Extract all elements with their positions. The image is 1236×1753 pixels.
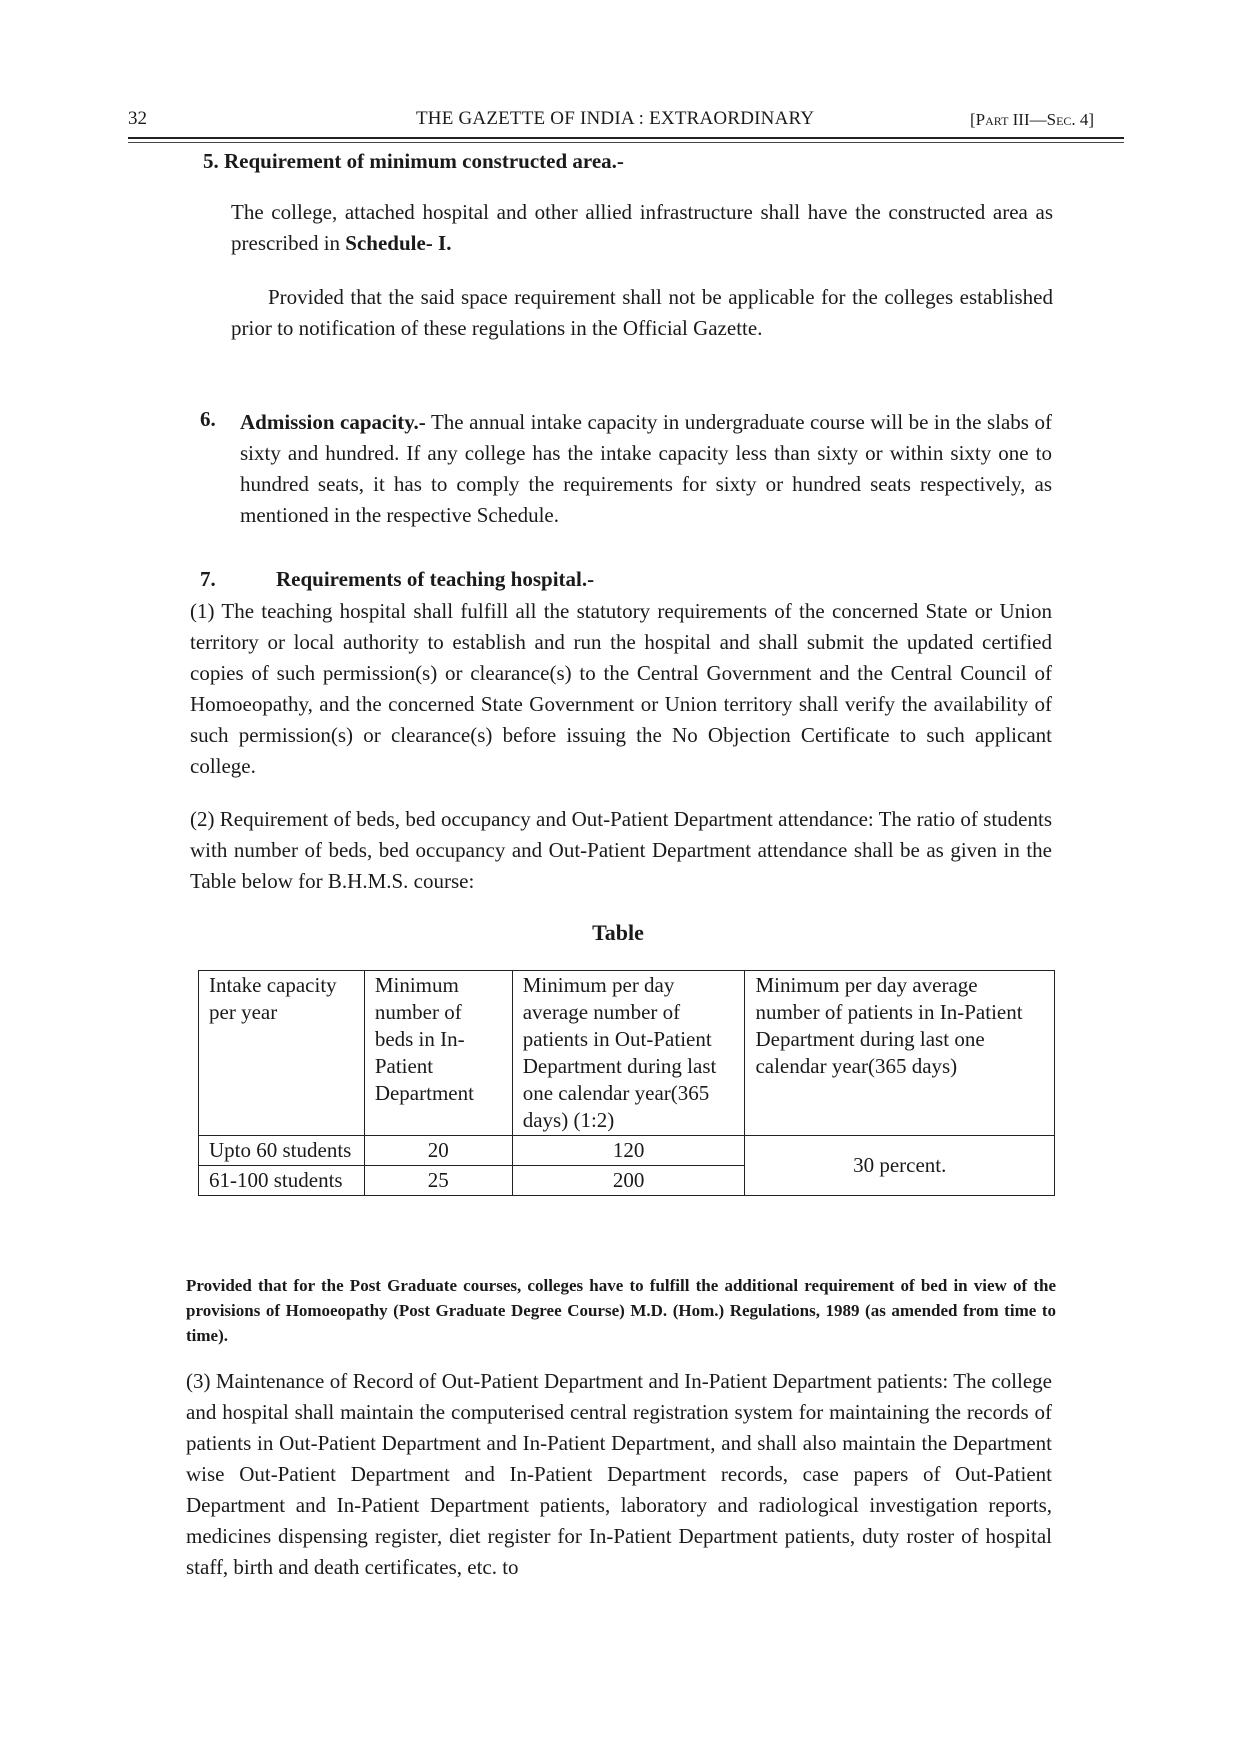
part-section-label: [Part III—Sec. 4]	[970, 110, 1095, 129]
header-ipd: Minimum per day average number of patients in In-Patient Department during last one calendar year(365 days)	[745, 971, 1055, 1136]
section-5-heading: 5. Requirement of minimum constructed area.-	[203, 149, 624, 173]
cell-ipd-merged: 30 percent.	[745, 1136, 1055, 1196]
section-7-heading: Requirements of teaching hospital.-	[276, 567, 595, 591]
header-intake: Intake capacity per year	[199, 971, 365, 1136]
header-rule-thin	[128, 142, 1124, 143]
header-rule	[128, 137, 1124, 139]
section-5-proviso: Provided that the said space requirement shall not be applicable for the colleges established prior to notification of these regulations in the Official Gazette.	[231, 285, 1053, 340]
section-5-paragraph	[231, 197, 1053, 259]
cell-beds: 25	[364, 1166, 512, 1196]
cell-opd: 120	[512, 1136, 745, 1166]
running-header	[0, 108, 1236, 138]
schedule-reference: Schedule- I.	[345, 231, 452, 255]
table-caption: Table	[592, 920, 644, 945]
section-7-para-2: (2) Requirement of beds, bed occupancy and Out-Patient Department attendance: The ratio of students with number of beds, bed occupancy and Out-Patient Department attendance shall be as given in the Table below for B.H.M.S. course:	[190, 807, 1052, 893]
section-6-text: The annual intake capacity in undergraduate course will be in the slabs of sixty and hundred. If any college has the intake capacity less than sixty or within sixty one to hundred seats, it has to comply the requirements for sixty or hundred seats respectively, as mentioned in the respective Schedule.	[240, 410, 1052, 527]
section-5-text: The college, attached hospital and other allied infrastructure shall have the constructed area as prescribed in	[231, 200, 1053, 255]
section-6-heading: Admission capacity.-	[240, 410, 426, 434]
pg-proviso: Provided that for the Post Graduate courses, colleges have to fulfill the additional requirement of bed in view of the provisions of Homoeopathy (Post Graduate Degree Course) M.D. (Hom.) Regulations, 1989 (as amended from time to time).	[186, 1276, 1056, 1345]
gazette-title: THE GAZETTE OF INDIA : EXTRAORDINARY	[416, 108, 815, 129]
cell-intake: Upto 60 students	[199, 1136, 365, 1166]
section-6-number: 6.	[200, 407, 216, 431]
cell-beds: 20	[364, 1136, 512, 1166]
table-row	[199, 1136, 1055, 1166]
table-header-row	[199, 971, 1055, 1136]
section-7-number: 7.	[200, 567, 216, 591]
section-6-paragraph	[240, 407, 1052, 531]
header-opd: Minimum per day average number of patients in Out-Patient Department during last one calendar year(365 days) (1:2)	[512, 971, 745, 1136]
section-7-para-1: (1) The teaching hospital shall fulfill all the statutory requirements of the concerned State or Union territory or local authority to establish and run the hospital and shall submit the updated certified copies of such permission(s) or clearance(s) to the Central Government and the Central Council of Homoeopathy, and the concerned State Government or Union territory shall verify the availability of such permission(s) or clearance(s) before issuing the No Objection Certificate to such applicant college.	[190, 599, 1052, 778]
page-number: 32	[128, 108, 147, 129]
cell-intake: 61-100 students	[199, 1166, 365, 1196]
header-beds: Minimum number of beds in In-Patient Department	[364, 971, 512, 1136]
section-7-para-3: (3) Maintenance of Record of Out-Patient Department and In-Patient Department patients: The college and hospital shall maintain the computerised central registration system for maintaining the records of patients in Out-Patient Department and In-Patient Department, and shall also maintain the Department wise Out-Patient Department and In-Patient Department records, case papers of Out-Patient Department and In-Patient Department patients, laboratory and radiological investigation reports, medicines dispensing register, diet register for In-Patient Department patients, duty roster of hospital staff, birth and death certificates, etc. to	[186, 1369, 1052, 1579]
bed-requirement-table	[198, 970, 1055, 1196]
cell-opd: 200	[512, 1166, 745, 1196]
